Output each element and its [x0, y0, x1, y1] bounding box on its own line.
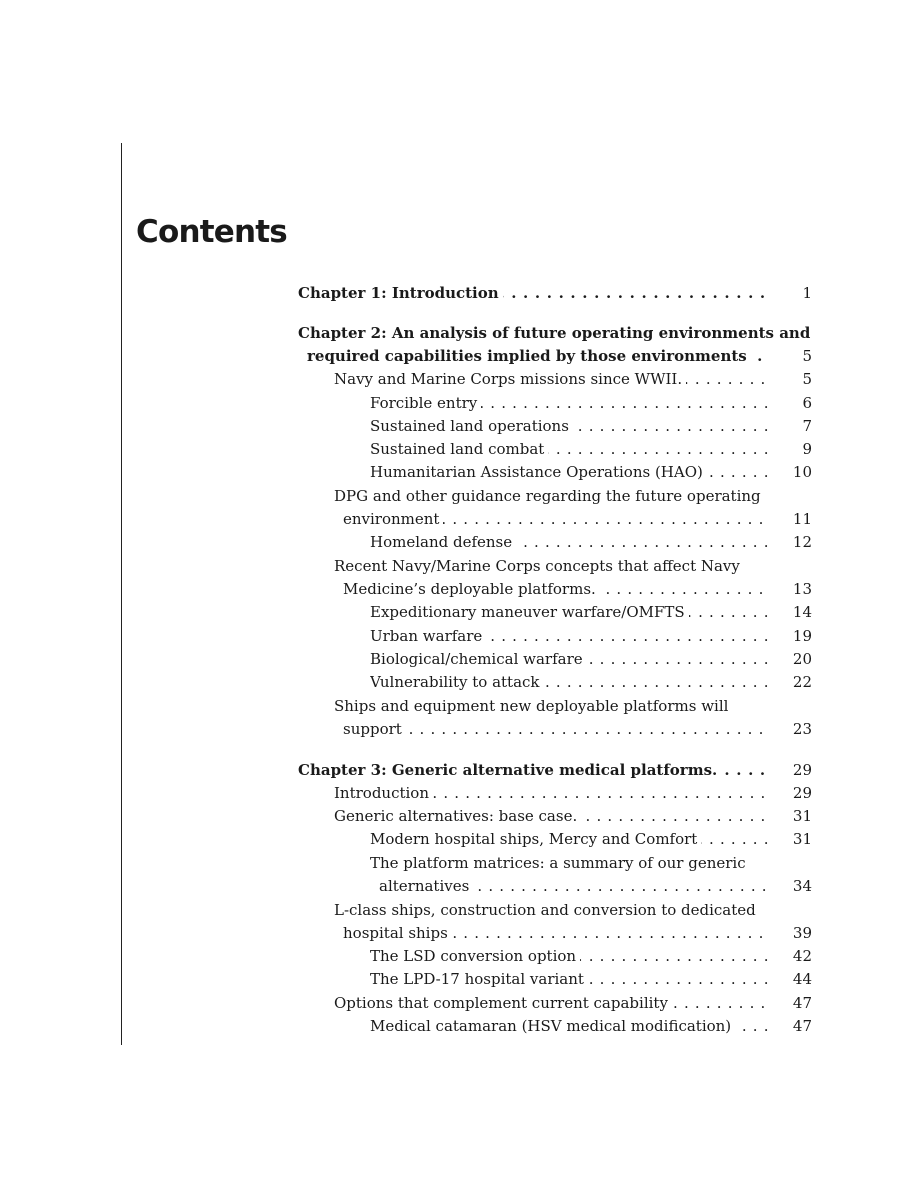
- toc-page-number: 22: [792, 673, 812, 691]
- toc-entry[interactable]: Urban warfare . . .: [370, 625, 770, 648]
- toc-entry[interactable]: Forcible entry . . .: [370, 392, 770, 415]
- toc-entry[interactable]: environment . . .: [343, 508, 770, 531]
- toc-entry[interactable]: Medical catamaran (HSV medical modification) . . .: [370, 1015, 770, 1038]
- toc-page-number: 31: [792, 807, 812, 825]
- toc-page-number: 1: [802, 284, 812, 302]
- toc-page-number: 6: [802, 394, 812, 412]
- toc-page-number: 31: [792, 830, 812, 848]
- toc-entry[interactable]: DPG and other guidance regarding the future operating: [334, 487, 761, 505]
- toc-entry[interactable]: The LPD-17 hospital variant . . .: [370, 968, 770, 991]
- toc-page-number: 5: [802, 347, 812, 365]
- toc-page-number: 9: [802, 440, 812, 458]
- toc-entry[interactable]: Vulnerability to attack . . .: [370, 671, 770, 694]
- toc-page-number: 42: [792, 947, 812, 965]
- toc-entry[interactable]: Medicine’s deployable platforms. . . .: [343, 578, 770, 601]
- toc-page-number: 20: [792, 650, 812, 668]
- toc-page-number: 19: [792, 627, 812, 645]
- toc-entry-chapter-2[interactable]: Chapter 2: An analysis of future operating environments and: [298, 324, 811, 342]
- toc-entry[interactable]: Homeland defense . . .: [370, 531, 770, 554]
- toc-entry[interactable]: The LSD conversion option . . .: [370, 945, 770, 968]
- toc-entry-chapter-1[interactable]: Chapter 1: Introduction . . .: [298, 282, 770, 305]
- toc-entry[interactable]: The platform matrices: a summary of our generic: [370, 854, 746, 872]
- toc-entry-chapter-2-cont[interactable]: required capabilities implied by those environments . . .: [307, 345, 770, 368]
- toc-entry[interactable]: Options that complement current capability . . .: [334, 992, 770, 1015]
- toc-entry[interactable]: Generic alternatives: base case. . . .: [334, 805, 770, 828]
- toc-page-number: 34: [792, 877, 812, 895]
- toc-page-number: 47: [792, 994, 812, 1012]
- toc-entry[interactable]: Navy and Marine Corps missions since WWII. . . .: [334, 368, 770, 391]
- toc-entry[interactable]: alternatives . . .: [379, 875, 770, 898]
- toc-page-number: 7: [802, 417, 812, 435]
- toc-entry[interactable]: Recent Navy/Marine Corps concepts that affect Navy: [334, 557, 740, 575]
- toc-page-number: 13: [792, 580, 812, 598]
- toc-entry-chapter-3[interactable]: Chapter 3: Generic alternative medical platforms. . . .: [298, 759, 770, 782]
- toc-page-number: 29: [792, 784, 812, 802]
- toc-entry[interactable]: support . . .: [343, 718, 770, 741]
- toc-entry[interactable]: Sustained land operations . . .: [370, 415, 770, 438]
- toc-entry[interactable]: Ships and equipment new deployable platforms will: [334, 697, 729, 715]
- toc-page-number: 10: [792, 463, 812, 481]
- toc-entry[interactable]: Expeditionary maneuver warfare/OMFTS . . .: [370, 601, 770, 624]
- toc-entry[interactable]: L-class ships, construction and conversion to dedicated: [334, 901, 756, 919]
- toc-entry[interactable]: Humanitarian Assistance Operations (HAO) . . .: [370, 461, 770, 484]
- toc-page-number: 5: [802, 370, 812, 388]
- toc-entry[interactable]: Biological/chemical warfare . . .: [370, 648, 770, 671]
- toc-page-number: 29: [792, 761, 812, 779]
- toc-entry[interactable]: hospital ships . . .: [343, 922, 770, 945]
- toc-entry[interactable]: Introduction . . .: [334, 782, 770, 805]
- toc-page-number: 14: [792, 603, 812, 621]
- toc-entry[interactable]: Sustained land combat . . .: [370, 438, 770, 461]
- toc-page-number: 11: [792, 510, 812, 528]
- toc-page-number: 39: [792, 924, 812, 942]
- toc-page-number: 44: [792, 970, 812, 988]
- toc-page-number: 12: [792, 533, 812, 551]
- page-title: Contents: [136, 214, 287, 250]
- toc-page-number: 23: [792, 720, 812, 738]
- toc-page-number: 47: [792, 1017, 812, 1035]
- toc-entry[interactable]: Modern hospital ships, Mercy and Comfort . . .: [370, 828, 770, 851]
